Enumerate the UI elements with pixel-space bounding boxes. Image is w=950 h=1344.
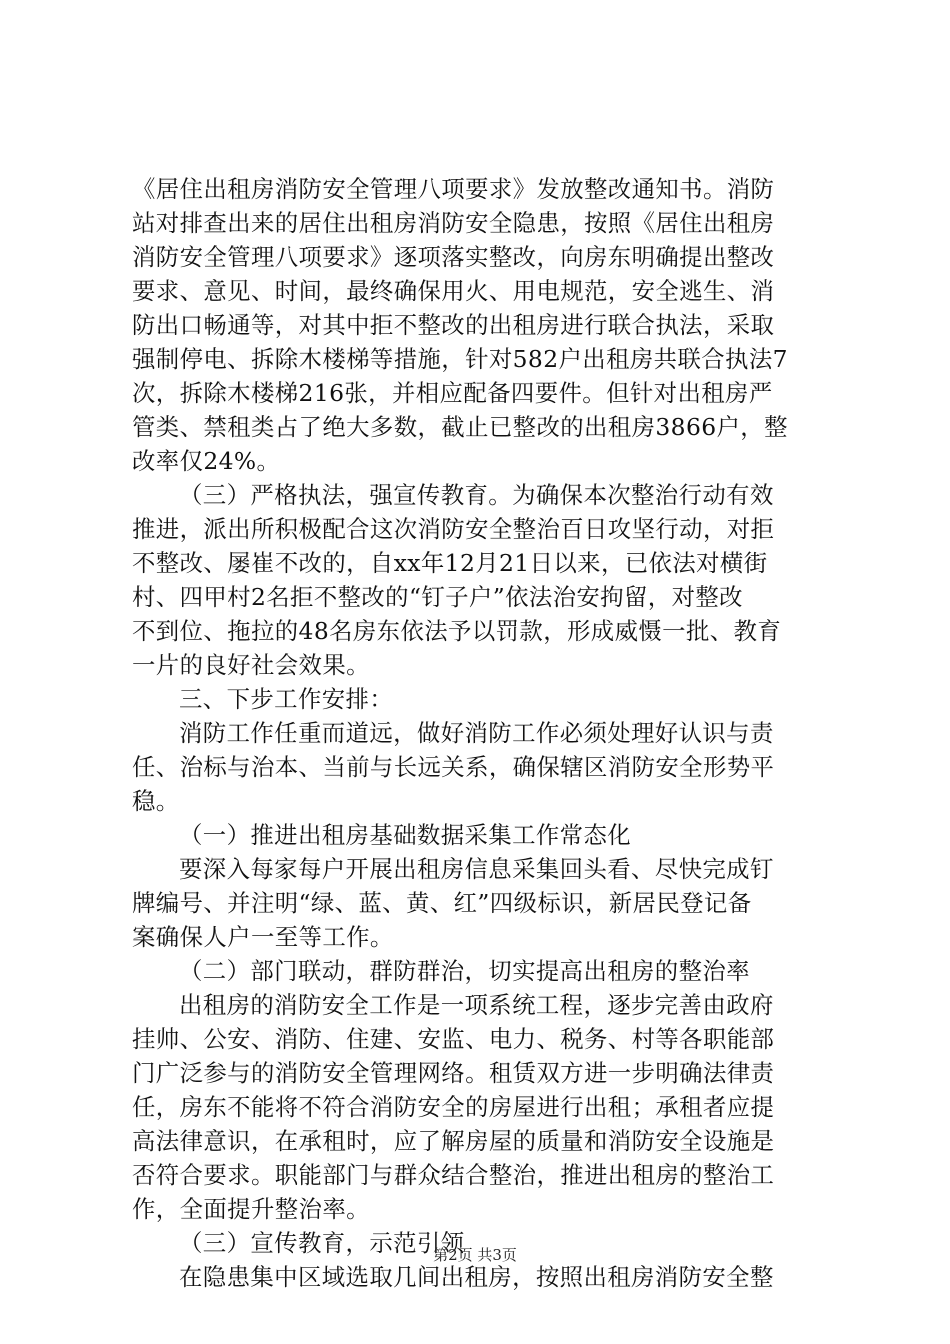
text-line: 《居住出租房消防安全管理八项要求》发放整改通知书。消防 [132, 175, 775, 203]
text-line: 在隐患集中区域选取几间出租房，按照出租房消防安全整 [179, 1263, 774, 1291]
text-line: 任、治标与治本、当前与长远关系，确保辖区消防安全形势平 [132, 753, 775, 781]
text-line: 不整改、屡崔不改的，自xx年12月21日以来，已依法对横街 [132, 549, 768, 577]
text-line: 强制停电、拆除木楼梯等措施，针对582户出租房共联合执法7 [132, 345, 788, 373]
text-line: 一片的良好社会效果。 [132, 651, 370, 679]
text-line: 消防安全管理八项要求》逐项落实整改，向房东明确提出整改 [132, 243, 775, 271]
text-line: 管类、禁租类占了绝大多数，截止已整改的出租房3866户，整 [132, 413, 788, 441]
document-body [132, 172, 836, 1294]
text-line: 任，房东不能将不符合消防安全的房屋进行出租；承租者应提 [132, 1093, 775, 1121]
text-line: （三）宣传教育，示范引领 [179, 1229, 465, 1257]
text-line: 推进，派出所积极配合这次消防安全整治百日攻坚行动，对拒 [132, 515, 775, 543]
text-line: 案确保人户一至等工作。 [132, 923, 394, 951]
text-line: 不到位、拖拉的48名房东依法予以罚款，形成威慑一批、教育 [132, 617, 782, 645]
text-line: 作，全面提升整治率。 [132, 1195, 370, 1223]
text-line: 高法律意识，在承租时，应了解房屋的质量和消防安全设施是 [132, 1127, 775, 1155]
text-line: 三、下步工作安排： [179, 685, 394, 713]
page-number-label: 第2页 共3页 [433, 1246, 517, 1264]
text-line: 村、四甲村2名拒不整改的“钉子户”依法治安拘留，对整改 [132, 583, 743, 611]
text-line: （二）部门联动，群防群治，切实提高出租房的整治率 [179, 957, 750, 985]
text-line: 消防工作任重而道远，做好消防工作必须处理好认识与责 [179, 719, 774, 747]
text-line: 站对排查出来的居住出租房消防安全隐患，按照《居住出租房 [132, 209, 775, 237]
text-line: 稳。 [132, 787, 180, 815]
text-line: 挂帅、公安、消防、住建、安监、电力、税务、村等各职能部 [132, 1025, 775, 1053]
text-line: 防出口畅通等，对其中拒不整改的出租房进行联合执法，采取 [132, 311, 775, 339]
page-footer [0, 1244, 950, 1265]
text-line: 要求、意见、时间，最终确保用火、用电规范，安全逃生、消 [132, 277, 775, 305]
text-line: 改率仅24%。 [132, 447, 281, 475]
text-line: 牌编号、并注明“绿、蓝、黄、红”四级标识，新居民登记备 [132, 889, 752, 917]
text-line: 次，拆除木楼梯216张，并相应配备四要件。但针对出租房严 [132, 379, 773, 407]
text-line: 要深入每家每户开展出租房信息采集回头看、尽快完成钉 [179, 855, 774, 883]
text-line: 门广泛参与的消防安全管理网络。租赁双方进一步明确法律责 [132, 1059, 775, 1087]
text-line: （三）严格执法，强宣传教育。为确保本次整治行动有效 [179, 481, 774, 509]
text-line: 出租房的消防安全工作是一项系统工程，逐步完善由政府 [179, 991, 774, 1019]
text-line: （一）推进出租房基础数据采集工作常态化 [179, 821, 632, 849]
text-line: 否符合要求。职能部门与群众结合整治，推进出租房的整治工 [132, 1161, 775, 1189]
